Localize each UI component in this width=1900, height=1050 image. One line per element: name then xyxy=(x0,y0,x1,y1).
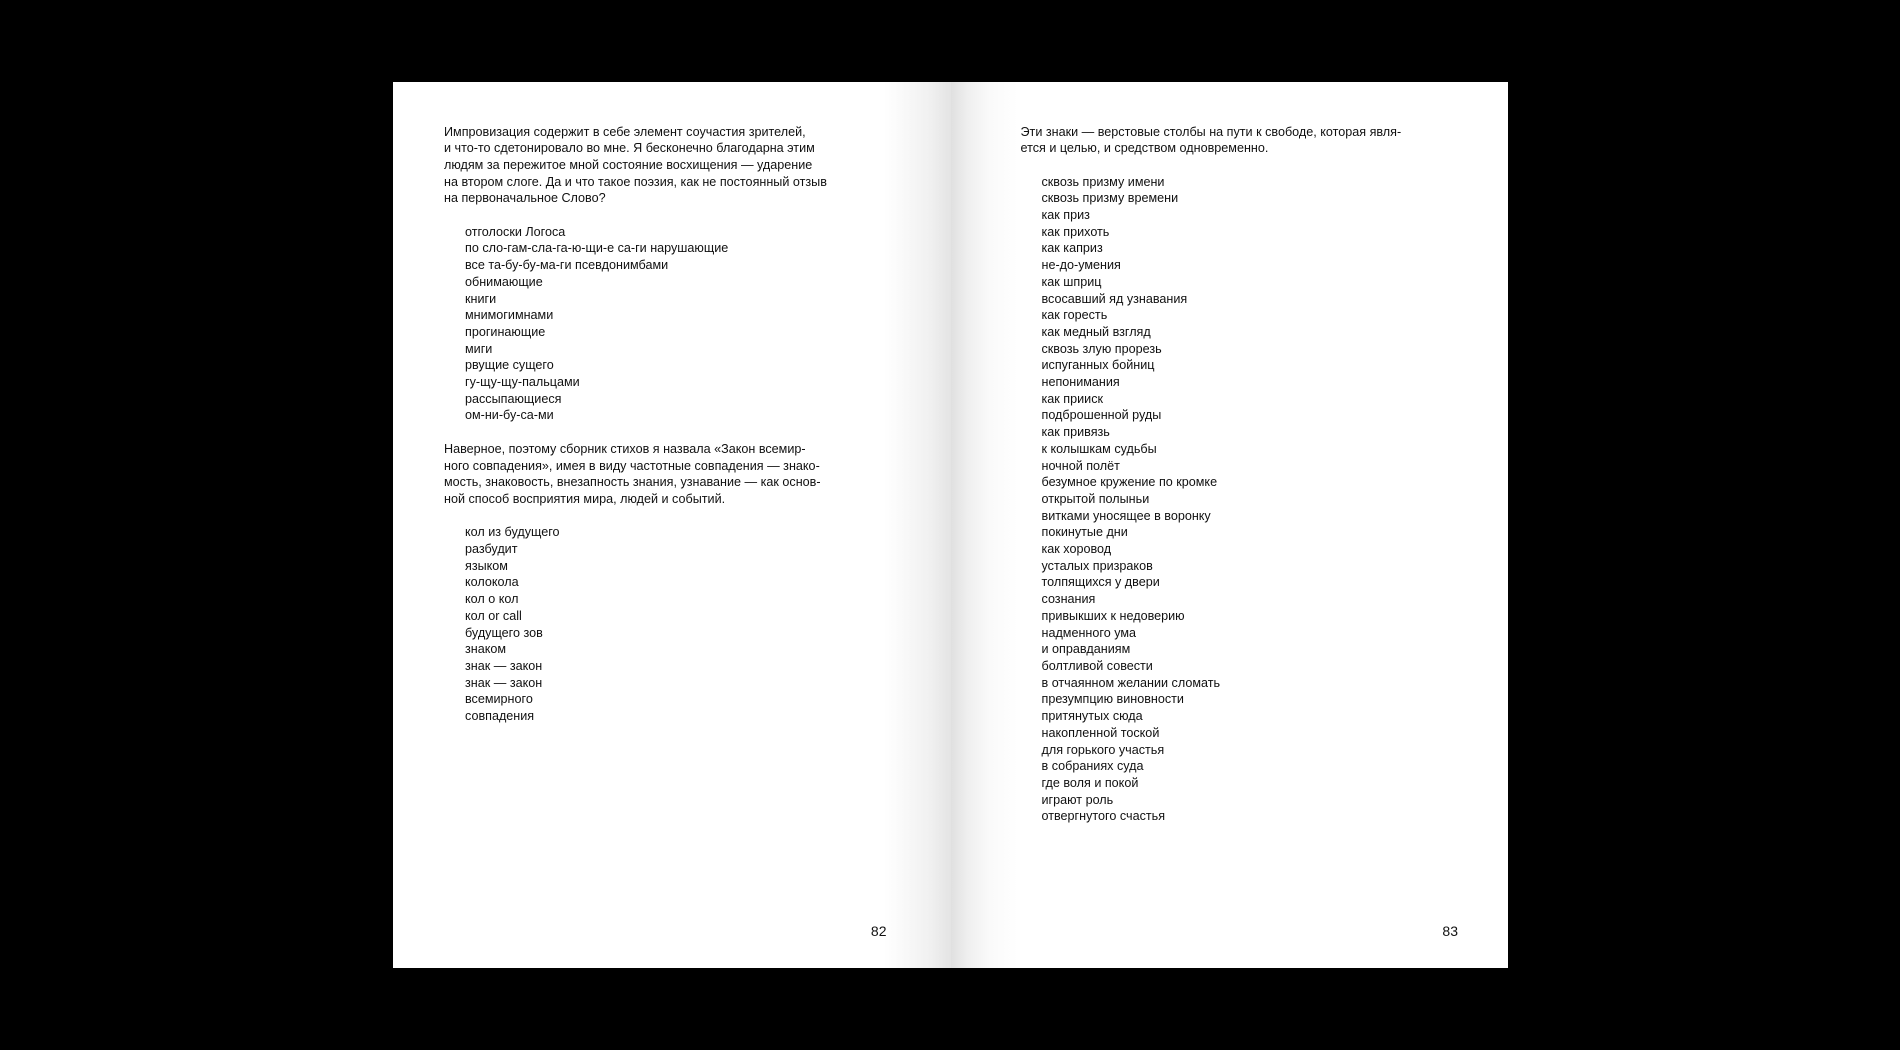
poem-line: где воля и покой xyxy=(1041,775,1139,790)
paragraph-gap xyxy=(444,424,891,441)
poem-line: совпадения xyxy=(465,709,535,724)
poem-line: все та-бу-бу-ма-ги псевдонимбами xyxy=(465,258,669,273)
poem-line: по сло-гам-сла-га-ю-щи-е са-ги нарушающие xyxy=(465,241,729,256)
poem-line: витками уносящее в воронку xyxy=(1041,508,1211,523)
book-spread xyxy=(393,82,1508,968)
poem-line: притянутых сюда xyxy=(1041,709,1143,724)
poem-line: как приз xyxy=(1041,208,1090,222)
poem-line: подброшенной руды xyxy=(1041,408,1162,423)
poem-line: в отчаянном желании сломать xyxy=(1041,675,1221,690)
poem-line: как привязь xyxy=(1041,425,1110,440)
poem-line: кол or call xyxy=(465,608,522,623)
poem-line: накопленной тоской xyxy=(1041,725,1160,740)
poem-line: как хоровод xyxy=(1041,542,1112,557)
poem-line: миги xyxy=(465,341,493,356)
poem-line: рвущие сущего xyxy=(465,358,554,373)
paragraph-gap xyxy=(1021,157,1449,174)
right-page xyxy=(951,82,1509,968)
poem-line: покинутые дни xyxy=(1041,525,1128,540)
poem-line: испуганных бойниц xyxy=(1041,358,1155,373)
right-paragraph-1: Эти знаки — верстовые столбы на пути к свободе, которая явля- ется и целью, и средством одновременно. xyxy=(1020,124,1402,156)
poem-line: ночной полёт xyxy=(1041,458,1120,473)
poem-line: обнимающие xyxy=(465,274,543,289)
poem-line: как медный взгляд xyxy=(1041,324,1151,339)
right-poem-1 xyxy=(1021,174,1449,825)
poem-line: сквозь призму имени xyxy=(1041,174,1165,189)
left-page xyxy=(393,82,951,968)
poem-line: безумное кружение по кромке xyxy=(1041,475,1218,490)
poem-line: как шприц xyxy=(1041,274,1102,289)
poem-line: непонимания xyxy=(1041,375,1120,390)
poem-line: книги xyxy=(465,291,497,306)
poem-line: как прииск xyxy=(1041,391,1103,406)
poem-line: кол из будущего xyxy=(465,525,560,540)
poem-line: знаком xyxy=(465,642,507,657)
poem-line: толпящихся у двери xyxy=(1041,575,1160,590)
poem-line: для горького участья xyxy=(1041,742,1165,757)
poem-line: будущего зов xyxy=(465,625,543,640)
poem-line: гу-щу-щу-пальцами xyxy=(465,375,580,390)
poem-line: всемирного xyxy=(465,692,533,707)
poem-line: отвергнутого счастья xyxy=(1041,809,1166,824)
poem-line: как каприз xyxy=(1041,241,1103,256)
poem-line: отголоски Логоса xyxy=(465,224,566,239)
poem-line: сквозь призму времени xyxy=(1041,191,1179,206)
left-poem-2 xyxy=(444,524,891,724)
poem-line: прогинающие xyxy=(465,324,546,339)
paragraph-gap xyxy=(444,207,891,224)
left-paragraph-1: Импровизация содержит в себе элемент соучастия зрителей, и что-то сдетонировало во мне. Я бесконечно благодарна этим людям за пережитое мной состояние восхищения — ударение на втором слоге. Да и что такое поэзия, как не постоянный отзыв на первоначальное Слово? xyxy=(444,124,827,206)
page-number-left: 82 xyxy=(870,923,887,939)
poem-line: надменного ума xyxy=(1041,625,1137,640)
poem-line: мнимогимнами xyxy=(465,308,554,323)
poem-line: разбудит xyxy=(465,542,518,557)
poem-line: как горесть xyxy=(1041,308,1108,323)
poem-line: языком xyxy=(465,558,508,573)
left-poem-1 xyxy=(444,224,891,424)
poem-line: кол о кол xyxy=(465,592,519,607)
paragraph-gap xyxy=(444,508,891,525)
poem-line: всосавший яд узнавания xyxy=(1041,291,1188,306)
left-paragraph-2: Наверное, поэтому сборник стихов я назвала «Закон всемир- ного совпадения», имея в виду частотные совпадения — знако- мость, знаковость, внезапность знания, узнавание — как основ- ной способ восприятия мира, людей и событий. xyxy=(444,441,821,506)
page-number-right: 83 xyxy=(1442,923,1458,939)
poem-line: в собраниях суда xyxy=(1041,759,1144,774)
poem-line: колокола xyxy=(465,575,519,590)
poem-line: знак — закон xyxy=(465,675,543,690)
poem-line: рассыпающиеся xyxy=(465,391,562,406)
poem-line: презумпцию виновности xyxy=(1041,692,1184,707)
poem-line: открытой полыньи xyxy=(1041,491,1150,506)
poem-line: привыкших к недоверию xyxy=(1041,608,1185,623)
poem-line: сквозь злую прорезь xyxy=(1041,341,1162,356)
poem-line: играют роль xyxy=(1041,792,1114,807)
poem-line: как прихоть xyxy=(1041,224,1110,239)
poem-line: не-до-умения xyxy=(1041,258,1121,273)
poem-line: и оправданиям xyxy=(1041,642,1131,657)
poem-line: ом-ни-бу-са-ми xyxy=(465,408,554,423)
poem-line: сознания xyxy=(1041,592,1096,607)
poem-line: болтливой совести xyxy=(1041,658,1153,673)
poem-line: к колышкам судьбы xyxy=(1041,441,1157,456)
poem-line: усталых призраков xyxy=(1041,558,1153,573)
poem-line: знак — закон xyxy=(465,658,543,673)
